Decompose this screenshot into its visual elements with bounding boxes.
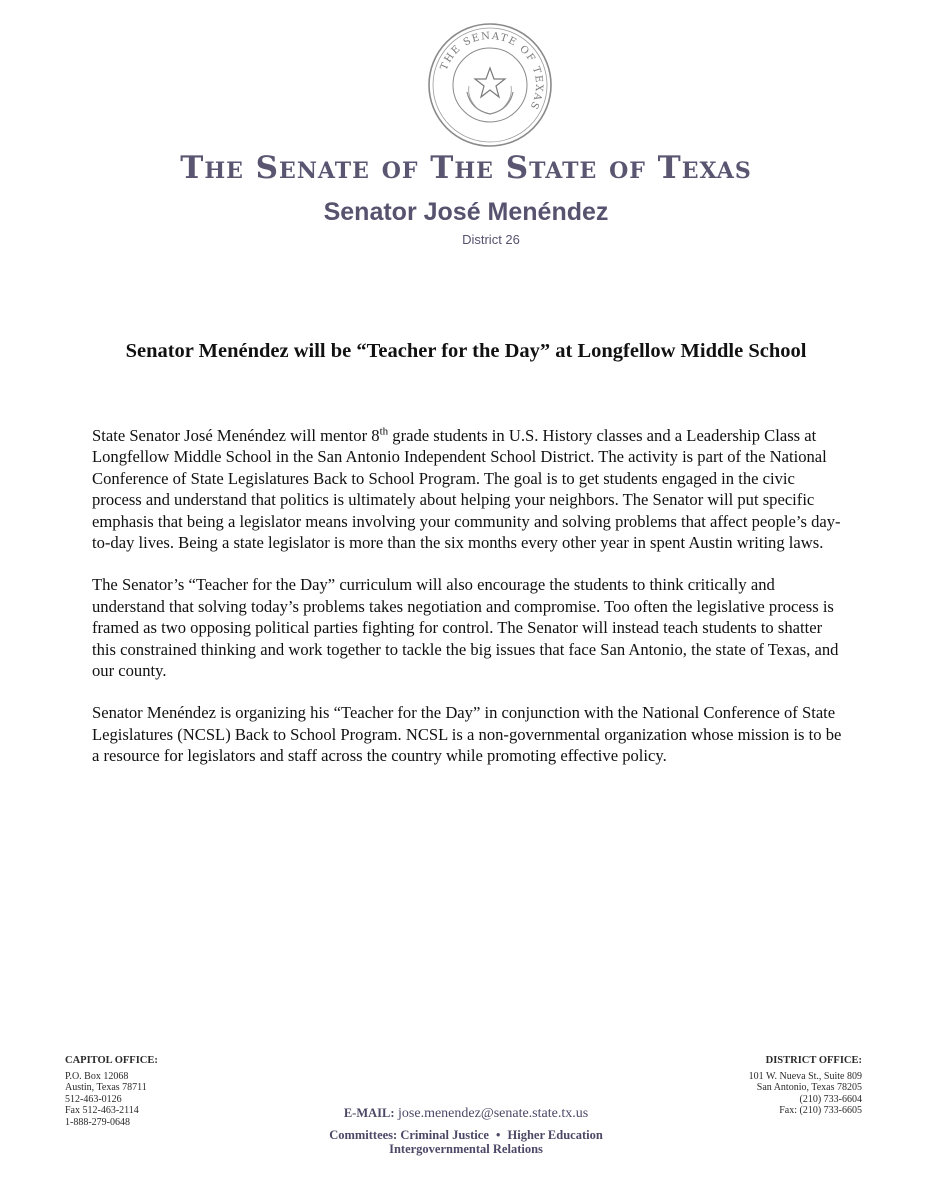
paragraph-2: The Senator’s “Teacher for the Day” curriculum will also encourage the students to think critically and understand that solving today’s problems takes negotiation and compromise. Too often the legislative process is framed as two opposing political parties fighting for control. The Senator will instead teach students to shatter this constrained thinking and work together to tackle the big issues that face San Antonio, the state of Texas, and our county. (92, 575, 839, 681)
seal-text: THE SENATE OF TEXAS (438, 30, 545, 112)
senator-name: Senator José Menéndez (323, 198, 609, 226)
district-line: 101 W. Nueva St., Suite 809 (748, 1070, 862, 1082)
district-line: Fax: (210) 733-6605 (779, 1105, 862, 1116)
capitol-line: 512-463-0126 (65, 1093, 122, 1105)
capitol-line: P.O. Box 12068 (65, 1070, 129, 1082)
district-office-label: DISTRICT OFFICE: (765, 1055, 862, 1066)
committee-item: Criminal Justice (400, 1128, 489, 1142)
committees-list (0, 1128, 932, 1156)
letterhead-title: The Senate of The State of Texas (180, 150, 752, 186)
capitol-office-label: CAPITOL OFFICE: (65, 1055, 158, 1066)
district-line: San Antonio, Texas 78205 (756, 1082, 862, 1093)
email-address[interactable]: jose.menendez@senate.state.tx.us (398, 1106, 589, 1121)
press-release-headline: Senator Menéndez will be “Teacher for the Day” at Longfellow Middle School (125, 340, 807, 362)
committees-label: Committees: (329, 1128, 398, 1142)
capitol-line: Fax 512-463-2114 (65, 1105, 139, 1116)
email-label: E-MAIL: (343, 1106, 395, 1120)
district-line: (210) 733-6604 (799, 1093, 862, 1105)
committee-separator: • (496, 1128, 501, 1142)
capitol-line: 1-888-279-0648 (65, 1116, 130, 1128)
committee-item: Intergovernmental Relations (389, 1142, 543, 1156)
paragraph-3: Senator Menéndez is organizing his “Teacher for the Day” in conjunction with the National Conference of State Legislatures (NCSL) Back to School Program. NCSL is a non-governmental organization whose mission is to be a resource for legislators and staff across the country while promoting effective policy. (92, 703, 842, 766)
senate-seal (427, 22, 553, 148)
paragraph-1: State Senator José Menéndez will mentor 8th grade students in U.S. History classes and a Leadership Class at Longfellow Middle School in the San Antonio Independent School District. The activity is part of the National Conference of State Legislatures Back to School Program. The goal is to get students engaged in the civic process and understand that politics is ultimately about helping your neighbors. The Senator will put specific emphasis that being a legislator means involving your community and solving problems that affect people’s day-to-day lives. Being a state legislator is more than the six months every other year in spent Austin writing laws. (92, 425, 841, 553)
email-row (0, 1106, 932, 1122)
capitol-line: Austin, Texas 78711 (65, 1082, 147, 1093)
committee-item: Higher Education (507, 1128, 603, 1142)
press-release-body (92, 425, 848, 788)
district-label: District 26 (462, 232, 520, 247)
